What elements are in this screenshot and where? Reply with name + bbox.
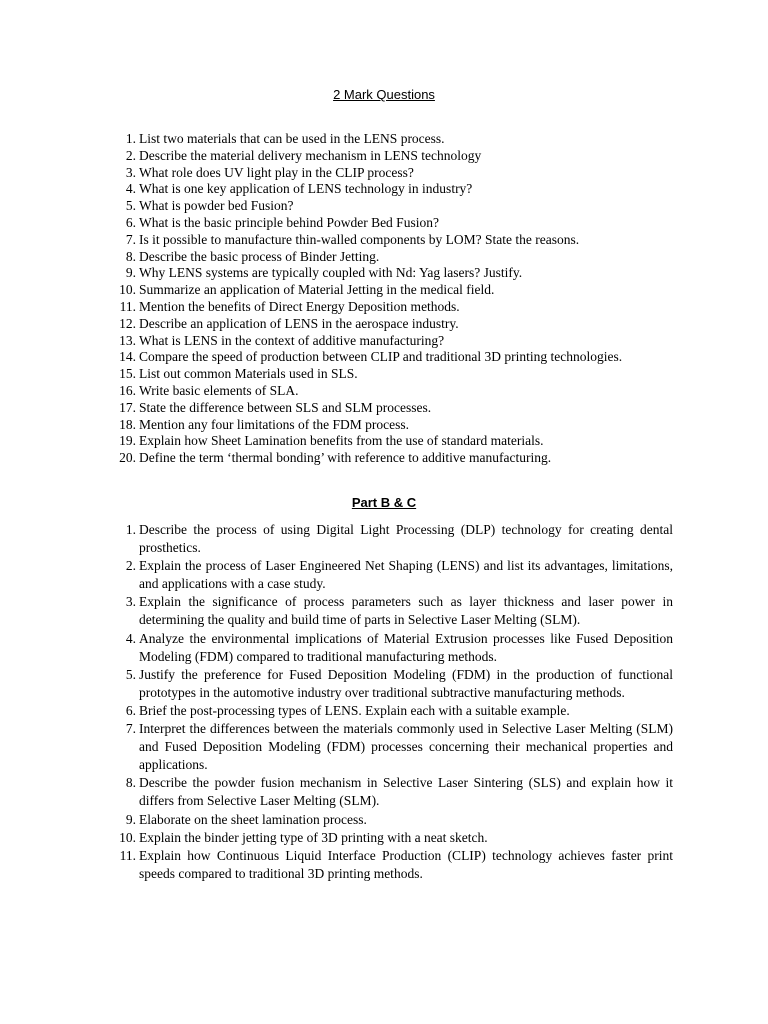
- question-number: 4.: [125, 181, 136, 197]
- question-number: 8.: [125, 248, 136, 264]
- question-number: 16.: [119, 382, 136, 398]
- list-item: [110, 557, 673, 593]
- list-item: [110, 829, 673, 847]
- question-text: Summarize an application of Material Jetting in the medical field.: [139, 282, 495, 298]
- list-item: [110, 720, 673, 774]
- list-item: [110, 366, 673, 383]
- question-text: Describe the powder fusion mechanism in Selective Laser Sintering (SLS) and explain how it differs from Selective Laser Melting (SLM).: [139, 775, 673, 809]
- question-text: Explain how Continuous Liquid Interface Production (CLIP) technology achieves faster print speeds compared to traditional 3D printing methods.: [139, 847, 673, 881]
- list-item: [110, 299, 673, 316]
- list-item: [110, 349, 673, 366]
- question-number: 7.: [125, 721, 136, 737]
- question-number: 2.: [125, 558, 136, 574]
- question-text: Why LENS systems are typically coupled with Nd: Yag lasers? Justify.: [139, 265, 523, 281]
- question-number: 4.: [125, 630, 136, 646]
- list-item: [110, 702, 673, 720]
- list-item: [110, 198, 673, 215]
- question-text: Describe the material delivery mechanism in LENS technology: [139, 147, 482, 163]
- question-number: 9.: [125, 265, 136, 281]
- question-text: Mention the benefits of Direct Energy Deposition methods.: [139, 298, 460, 314]
- question-text: Compare the speed of production between CLIP and traditional 3D printing technologies.: [139, 349, 623, 365]
- question-number: 17.: [119, 399, 136, 415]
- list-item: [110, 282, 673, 299]
- question-number: 19.: [119, 433, 136, 449]
- list-item: [110, 148, 673, 165]
- question-number: 5.: [125, 198, 136, 214]
- question-number: 2.: [125, 147, 136, 163]
- section-heading-part-b-c: Part B & C: [351, 495, 417, 510]
- question-number: 9.: [125, 811, 136, 827]
- question-text: Analyze the environmental implications of Material Extrusion processes like Fused Deposition Modeling (FDM) compared to traditional manufacturing methods.: [139, 630, 673, 664]
- question-number: 13.: [119, 332, 136, 348]
- list-item: [110, 265, 673, 282]
- list-item: [110, 433, 673, 450]
- two-mark-question-list: [110, 131, 673, 467]
- question-text: Define the term ‘thermal bonding’ with reference to additive manufacturing.: [139, 450, 552, 466]
- question-text: Explain the process of Laser Engineered Net Shaping (LENS) and list its advantages, limitations, and applications with a case study.: [139, 558, 673, 592]
- list-item: [110, 521, 673, 557]
- question-text: What is LENS in the context of additive manufacturing?: [139, 332, 445, 348]
- question-number: 3.: [125, 594, 136, 610]
- question-number: 5.: [125, 666, 136, 682]
- list-item: [110, 232, 673, 249]
- question-text: Explain how Sheet Lamination benefits from the use of standard materials.: [139, 433, 544, 449]
- list-item: [110, 165, 673, 182]
- question-text: Elaborate on the sheet lamination process.: [139, 811, 367, 827]
- question-number: 12.: [119, 315, 136, 331]
- list-item: [110, 215, 673, 232]
- question-text: What role does UV light play in the CLIP process?: [139, 164, 414, 180]
- question-number: 3.: [125, 164, 136, 180]
- question-text: Is it possible to manufacture thin-walled components by LOM? State the reasons.: [139, 231, 580, 247]
- question-number: 14.: [119, 349, 136, 365]
- question-number: 10.: [119, 829, 136, 845]
- question-text: What is powder bed Fusion?: [139, 198, 294, 214]
- question-text: Explain the binder jetting type of 3D printing with a neat sketch.: [139, 829, 488, 845]
- question-number: 10.: [119, 282, 136, 298]
- question-number: 18.: [119, 416, 136, 432]
- question-number: 20.: [119, 450, 136, 466]
- list-item: [110, 249, 673, 266]
- question-text: Write basic elements of SLA.: [139, 382, 299, 398]
- question-number: 11.: [119, 298, 136, 314]
- question-text: List out common Materials used in SLS.: [139, 366, 358, 382]
- list-item: [110, 131, 673, 148]
- question-text: Explain the significance of process parameters such as layer thickness and laser power in determining the quality and build time of parts in Selective Laser Melting (SLM).: [139, 594, 673, 628]
- question-text: List two materials that can be used in the LENS process.: [139, 131, 445, 146]
- list-item: [110, 774, 673, 810]
- list-item: [110, 666, 673, 702]
- list-item: [110, 811, 673, 829]
- list-item: [110, 630, 673, 666]
- question-text: Describe the basic process of Binder Jetting.: [139, 248, 380, 264]
- list-item: [110, 316, 673, 333]
- question-number: 7.: [125, 231, 136, 247]
- question-number: 1.: [125, 131, 136, 146]
- list-item: [110, 847, 673, 883]
- question-number: 6.: [125, 214, 136, 230]
- question-number: 1.: [125, 522, 136, 537]
- question-number: 6.: [125, 702, 136, 718]
- question-text: Mention any four limitations of the FDM process.: [139, 416, 409, 432]
- question-text: What is one key application of LENS technology in industry?: [139, 181, 473, 197]
- question-text: Describe an application of LENS in the aerospace industry.: [139, 315, 459, 331]
- list-item: [110, 417, 673, 434]
- list-item: [110, 333, 673, 350]
- question-number: 8.: [125, 775, 136, 791]
- question-text: Justify the preference for Fused Deposition Modeling (FDM) in the production of functional prototypes in the automotive industry over traditional subtractive manufacturing methods.: [139, 666, 673, 700]
- list-item: [110, 400, 673, 417]
- question-number: 11.: [119, 847, 136, 863]
- question-text: What is the basic principle behind Powder Bed Fusion?: [139, 214, 439, 230]
- list-item: [110, 593, 673, 629]
- list-item: [110, 450, 673, 467]
- section-heading-2-mark-questions: 2 Mark Questions: [333, 87, 435, 102]
- question-text: Interpret the differences between the materials commonly used in Selective Laser Melting (SLM) and Fused Deposition Modeling (FDM) processes concerning their mechanical properties and applications.: [139, 721, 673, 773]
- question-text: State the difference between SLS and SLM processes.: [139, 399, 432, 415]
- question-text: Describe the process of using Digital Light Processing (DLP) technology for creating dental prosthetics.: [139, 522, 673, 556]
- list-item: [110, 383, 673, 400]
- question-number: 15.: [119, 366, 136, 382]
- part-b-c-question-list: [110, 521, 673, 883]
- question-text: Brief the post-processing types of LENS. Explain each with a suitable example.: [139, 702, 570, 718]
- list-item: [110, 181, 673, 198]
